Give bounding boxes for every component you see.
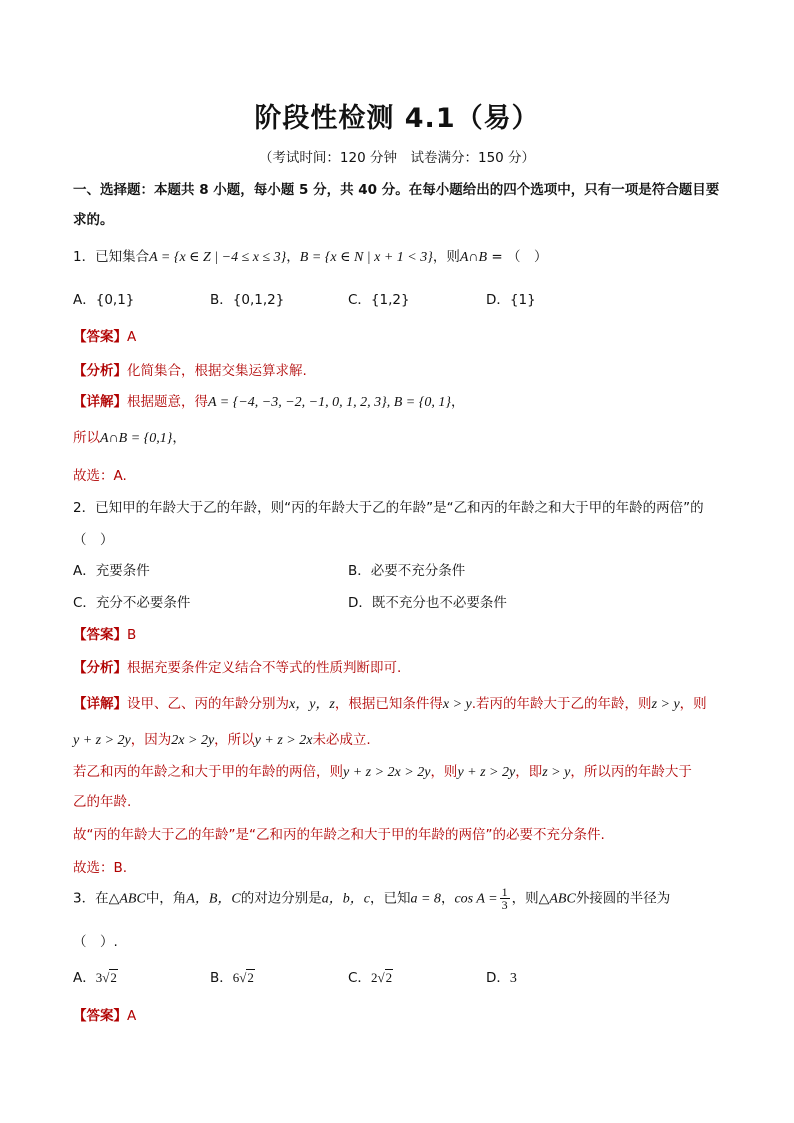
q1-option-a: A．{0,1} xyxy=(73,292,135,308)
q2-option-b: B．必要不充分条件 xyxy=(348,563,466,579)
option-value: 6√2 xyxy=(232,970,254,985)
detail-tag: 【详解】 xyxy=(73,394,127,410)
q3-fraction xyxy=(500,886,510,911)
q3-math: a = 8 xyxy=(410,891,441,907)
section-heading-line1: 一、选择题：本题共 8 小题，每小题 5 分，共 40 分。在每小题给出的四个选项中，只有一项是符合题目要 xyxy=(73,182,720,198)
coef: 6 xyxy=(232,970,240,985)
detail-math: y + z > 2y xyxy=(73,733,131,748)
detail-text: ，因为 xyxy=(130,732,172,748)
so-text: 所以 xyxy=(73,430,100,446)
detail-text: ，即 xyxy=(515,764,543,780)
q2-choose: 故选：B. xyxy=(73,860,128,876)
q1-choose: 故选：A. xyxy=(73,468,127,484)
option-label: C． xyxy=(348,970,371,986)
answer-value: B xyxy=(127,627,137,643)
coef: 2 xyxy=(370,970,378,985)
detail-math: x，y，z xyxy=(289,697,335,712)
analysis-text: 根据充要条件定义结合不等式的性质判断即可. xyxy=(127,660,402,676)
page-title: 阶段性检测 4.1（易） xyxy=(254,103,540,134)
q3-text: ，则 xyxy=(511,890,539,907)
q2-detail-4: 乙的年龄. xyxy=(73,794,132,810)
q3-option-d xyxy=(486,966,517,987)
answer-tag: 【答案】 xyxy=(73,1008,127,1024)
detail-text: 根据题意，得 xyxy=(127,394,208,410)
q3-math: △ABC xyxy=(108,891,146,907)
detail-math: z > y xyxy=(542,765,571,780)
detail-math: y + z > 2x > 2y xyxy=(343,765,431,780)
q3-math: cos A = xyxy=(454,891,498,907)
q3-text: 的对边分别是 xyxy=(240,890,322,907)
q3-text: 中，角 xyxy=(145,890,187,907)
detail-math: A = {−4, −3, −2, −1, 0, 1, 2, 3}, B = {0, 1} xyxy=(208,395,451,410)
detail-text: 设甲、乙、丙的年龄分别为 xyxy=(127,696,289,712)
q2-answer xyxy=(73,623,136,643)
q3-math: a，b，c xyxy=(321,891,370,907)
detail-text: ，所以丙的年龄大于 xyxy=(570,764,692,780)
answer-value: A xyxy=(127,329,137,345)
analysis-text: 化简集合，根据交集运算求解. xyxy=(127,363,307,379)
q2-detail-2 xyxy=(73,728,371,749)
q2-detail-1 xyxy=(73,692,707,713)
option-value: 3√2 xyxy=(95,970,117,985)
q2-analysis xyxy=(73,656,401,676)
detail-text: ，则 xyxy=(679,696,707,712)
q1-stem xyxy=(73,245,547,266)
coef: 3 xyxy=(95,970,103,985)
answer-value: A xyxy=(127,1008,137,1024)
detail-text: .若丙的年龄大于乙的年龄，则 xyxy=(471,696,652,712)
detail-math: y + z > 2x xyxy=(254,733,313,748)
detail-text: ，则 xyxy=(430,764,458,780)
q1-option-c: C．{1,2} xyxy=(348,292,410,308)
q2-stem2: （ ） xyxy=(73,532,114,548)
q3-option-c xyxy=(348,966,393,986)
q2-stem: 2．已知甲的年龄大于乙的年龄，则“丙的年龄大于乙的年龄”是“乙和丙的年龄之和大于甲的年龄的两倍”的 xyxy=(73,500,704,516)
q2-detail-3 xyxy=(73,760,692,781)
q3-text: ，已知 xyxy=(369,890,411,907)
q3-stem2: （ ）. xyxy=(73,934,118,950)
q2-detail-5: 故“丙的年龄大于乙的年龄”是“乙和丙的年龄之和大于甲的年龄的两倍”的必要不充分条件. xyxy=(73,827,605,843)
fraction-numerator: 1 xyxy=(501,885,508,899)
q3-stem xyxy=(73,886,670,911)
radicand: 2 xyxy=(385,970,393,985)
detail-math: x > y xyxy=(442,697,472,712)
q2-option-a: A．充要条件 xyxy=(73,563,150,579)
q2-option-c: C．充分不必要条件 xyxy=(73,595,191,611)
option-label: D． xyxy=(486,970,510,986)
detail-text: ，所以 xyxy=(214,732,255,748)
analysis-tag: 【分析】 xyxy=(73,660,127,676)
q2-option-d: D．既不充分也不必要条件 xyxy=(348,595,507,611)
detail-text: 未必成立. xyxy=(312,732,371,748)
analysis-tag: 【分析】 xyxy=(73,363,127,379)
radicand: 2 xyxy=(247,970,254,985)
so-end: ， xyxy=(172,430,186,446)
q1-expr: A∩B xyxy=(459,250,488,265)
detail-end: ， xyxy=(450,394,465,410)
q3-math: A，B，C xyxy=(186,891,241,907)
fraction-denominator: 3 xyxy=(501,898,508,912)
q3-text: 3．在 xyxy=(73,890,109,907)
radicand: 2 xyxy=(110,970,117,985)
q3-text: 外接圆的半径为 xyxy=(575,890,671,907)
so-math: A∩B = {0,1} xyxy=(100,431,173,446)
q1-so xyxy=(73,426,186,447)
q1-set-a: A = {x ∈ Z | −4 ≤ x ≤ 3} xyxy=(149,250,287,265)
section-heading-line2: 求的。 xyxy=(73,212,114,228)
q3-text: ， xyxy=(440,890,455,907)
detail-tag: 【详解】 xyxy=(73,696,127,712)
option-label: A． xyxy=(73,970,96,986)
q1-stem-text3: = （ ） xyxy=(487,249,548,265)
detail-text: ，根据已知条件得 xyxy=(334,696,443,712)
answer-tag: 【答案】 xyxy=(73,627,127,643)
exam-info: （考试时间：120 分钟 试卷满分：150 分） xyxy=(258,150,536,166)
q1-analysis xyxy=(73,359,307,379)
q3-answer xyxy=(73,1004,136,1024)
q3-option-a xyxy=(73,966,118,986)
q1-stem-text: 1．已知集合 xyxy=(73,249,150,265)
detail-text: 若乙和丙的年龄之和大于甲的年龄的两倍，则 xyxy=(73,764,343,780)
detail-math: z > y xyxy=(651,697,680,712)
q1-stem-text2: ，则 xyxy=(432,249,460,265)
q1-answer xyxy=(73,325,136,345)
q1-detail xyxy=(73,390,464,411)
option-value: 2√2 xyxy=(370,970,393,985)
q3-option-b xyxy=(210,966,255,986)
q1-set-b: B = {x ∈ N | x + 1 < 3} xyxy=(299,250,433,265)
q1-option-d: D．{1} xyxy=(486,292,536,308)
q1-option-b: B．{0,1,2} xyxy=(210,292,285,308)
answer-tag: 【答案】 xyxy=(73,329,127,345)
detail-math: 2x > 2y xyxy=(171,733,215,748)
option-value: 3 xyxy=(509,971,517,986)
q1-sep: ， xyxy=(286,249,300,265)
q3-math: △ABC xyxy=(538,891,576,907)
option-label: B． xyxy=(210,970,233,986)
detail-math: y + z > 2y xyxy=(457,765,516,780)
